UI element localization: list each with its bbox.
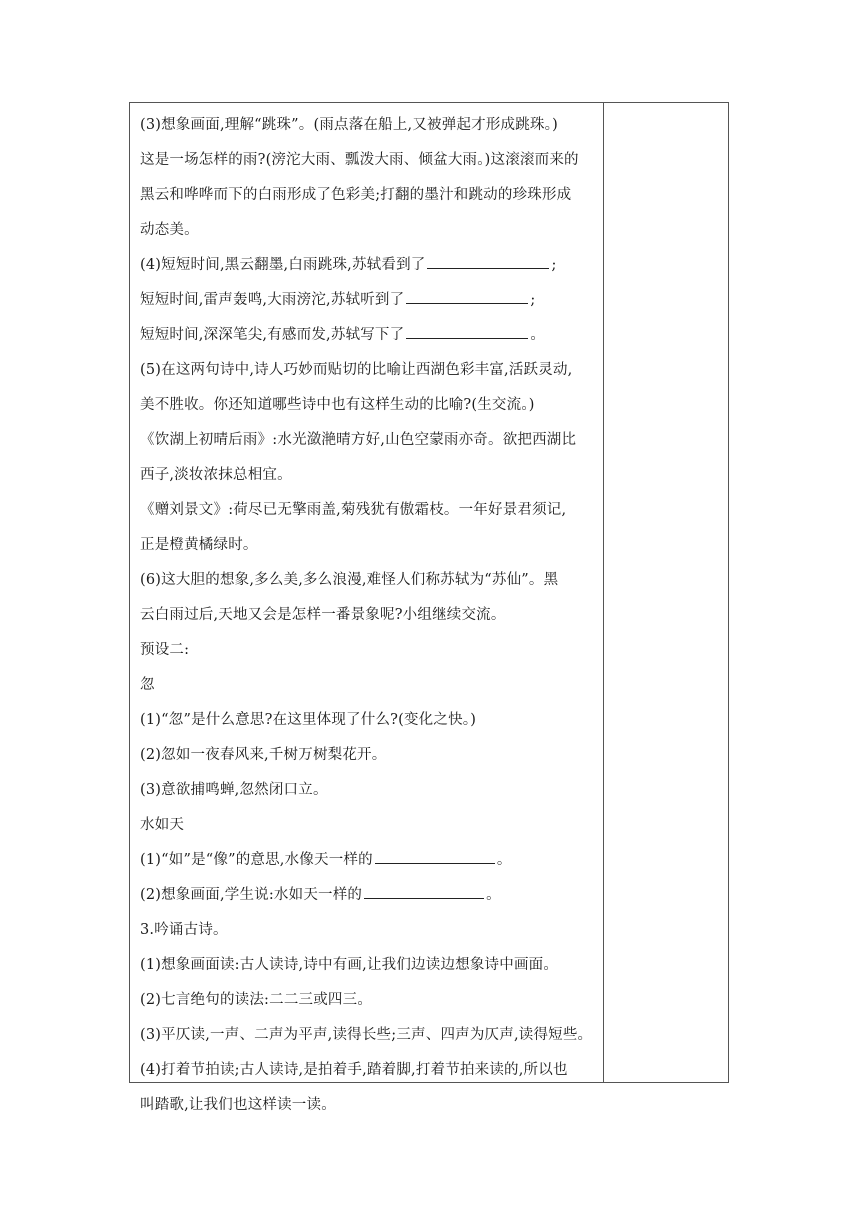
- text-line: 美不胜收。你还知道哪些诗中也有这样生动的比喻?(生交流。): [140, 397, 535, 413]
- text-line: (4)打着节拍读;古人读诗,是拍着手,踏着脚,打着节拍来读的,所以也: [140, 1062, 568, 1078]
- text-line: 正是橙黄橘绿时。: [140, 537, 258, 553]
- text-line: (1)想象画面读:古人读诗,诗中有画,让我们边读边想象诗中画面。: [140, 957, 559, 973]
- lesson-content-cell: [140, 113, 595, 1118]
- answer-blank[interactable]: [427, 253, 549, 269]
- text-line: 动态美。: [140, 222, 199, 238]
- text-line: 忽: [140, 677, 155, 693]
- fill-blank-line: (2)想象画面,学生说:水如天一样的 。: [140, 883, 595, 908]
- text-line: (1)“忽”是什么意思?在这里体现了什么?(变化之快。): [140, 712, 477, 728]
- answer-blank[interactable]: [406, 288, 528, 304]
- text-line: 黑云和哗哗而下的白雨形成了色彩美;打翻的墨汁和跳动的珍珠形成: [140, 187, 572, 203]
- text-line: (5)在这两句诗中,诗人巧妙而贴切的比喻让西湖色彩丰富,活跃灵动,: [140, 362, 573, 378]
- text-line: (3)想象画面,理解“跳珠”。(雨点落在船上,又被弹起才形成跳珠。): [140, 117, 558, 133]
- text-line: 《赠刘景文》:荷尽已无擎雨盖,菊残犹有傲霜枝。一年好景君须记,: [140, 502, 567, 518]
- fill-blank-line: 短短时间,深深笔尖,有感而发,苏轼写下了 。: [140, 323, 595, 348]
- fill-blank-line: (1)“如”是“像”的意思,水像天一样的 。: [140, 848, 595, 873]
- text-line: 西子,淡妆浓抹总相宜。: [140, 467, 292, 483]
- lesson-table: [129, 102, 729, 1113]
- text-line: 叫踏歌,让我们也这样读一读。: [140, 1097, 336, 1113]
- text-line: (3)意欲捕鸣蝉,忽然闭口立。: [140, 782, 328, 798]
- text-line: 水如天: [140, 817, 185, 833]
- text-line: 这是一场怎样的雨?(滂沱大雨、瓢泼大雨、倾盆大雨。)这滚滚而来的: [140, 152, 579, 168]
- text-line: 3.吟诵古诗。: [140, 922, 228, 938]
- text-line: (3)平仄读,一声、二声为平声,读得长些;三声、四声为仄声,读得短些。: [140, 1027, 593, 1043]
- text-line: (6)这大胆的想象,多么美,多么浪漫,难怪人们称苏轼为“苏仙”。黑: [140, 572, 559, 588]
- fill-blank-line: 短短时间,雷声轰鸣,大雨滂沱,苏轼听到了 ;: [140, 288, 595, 313]
- text-line: 预设二:: [140, 642, 190, 658]
- text-line: (2)七言绝句的读法:二二三或四三。: [140, 992, 373, 1008]
- column-divider: [603, 103, 604, 1082]
- answer-blank[interactable]: [364, 883, 484, 899]
- text-line: 云白雨过后,天地又会是怎样一番景象呢?小组继续交流。: [140, 607, 506, 623]
- text-line: 《饮湖上初晴后雨》:水光潋滟晴方好,山色空蒙雨亦奇。欲把西湖比: [140, 432, 577, 448]
- fill-blank-line: (4)短短时间,黑云翻墨,白雨跳珠,苏轼看到了 ;: [140, 253, 595, 278]
- text-line: (2)忽如一夜春风来,千树万树梨花开。: [140, 747, 387, 763]
- answer-blank[interactable]: [375, 848, 495, 864]
- answer-blank[interactable]: [406, 323, 528, 339]
